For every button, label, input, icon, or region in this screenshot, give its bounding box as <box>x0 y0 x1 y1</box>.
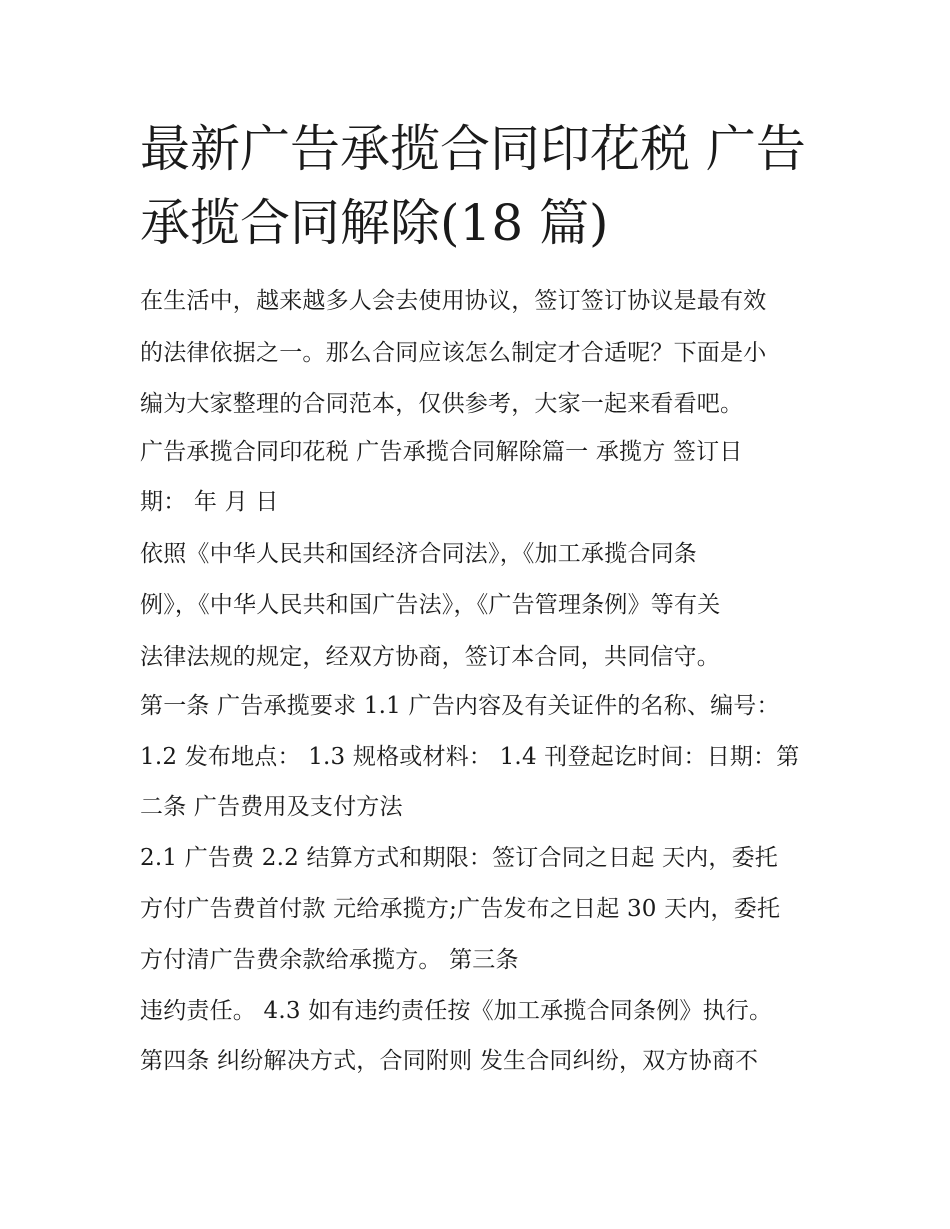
body-line-4: 广告承揽合同印花税 广告承揽合同解除篇一 承揽方 签订日 <box>140 439 743 465</box>
title-line-2: 承揽合同解除(18 篇) <box>140 194 609 252</box>
title-line-1: 最新广告承揽合同印花税 广告 <box>140 120 806 178</box>
body-line-11: 二条 广告费用及支付方法 <box>140 794 403 820</box>
body-line-6: 依照《中华人民共和国经济合同法》，《加工承揽合同条 <box>140 541 697 567</box>
body-line-10: 1.2 发布地点： 1.3 规格或材料： 1.4 刊登起讫时间：日期：第 <box>140 744 800 770</box>
body-line-13: 方付广告费首付款 元给承揽方;广告发布之日起 30 天内，委托 <box>140 896 781 922</box>
body-line-7: 例》，《中华人民共和国广告法》，《广告管理条例》等有关 <box>140 592 721 618</box>
body-line-9: 第一条 广告承揽要求 1.1 广告内容及有关证件的名称、编号： <box>140 693 780 719</box>
body-line-8: 法律法规的规定，经双方协商，签订本合同，共同信守。 <box>140 644 720 670</box>
body-line-16: 第四条 纠纷解决方式，合同附则 发生合同纠纷，双方协商不 <box>140 1048 759 1074</box>
body-line-1: 在生活中，越来越多人会去使用协议，签订签订协议是最有效 <box>140 288 767 314</box>
body-line-2: 的法律依据之一。那么合同应该怎么制定才合适呢？下面是小 <box>140 340 767 366</box>
body-line-5: 期： 年 月 日 <box>140 489 279 515</box>
body-line-14: 方付清广告费余款给承揽方。 第三条 <box>140 947 519 973</box>
document-title <box>140 112 820 260</box>
body-line-12: 2.1 广告费 2.2 结算方式和期限：签订合同之日起 天内，委托 <box>140 845 778 871</box>
body-line-3: 编为大家整理的合同范本，仅供参考，大家一起来看看吧。 <box>140 391 744 417</box>
body-line-15: 违约责任。 4.3 如有违约责任按《加工承揽合同条例》执行。 <box>140 998 773 1024</box>
